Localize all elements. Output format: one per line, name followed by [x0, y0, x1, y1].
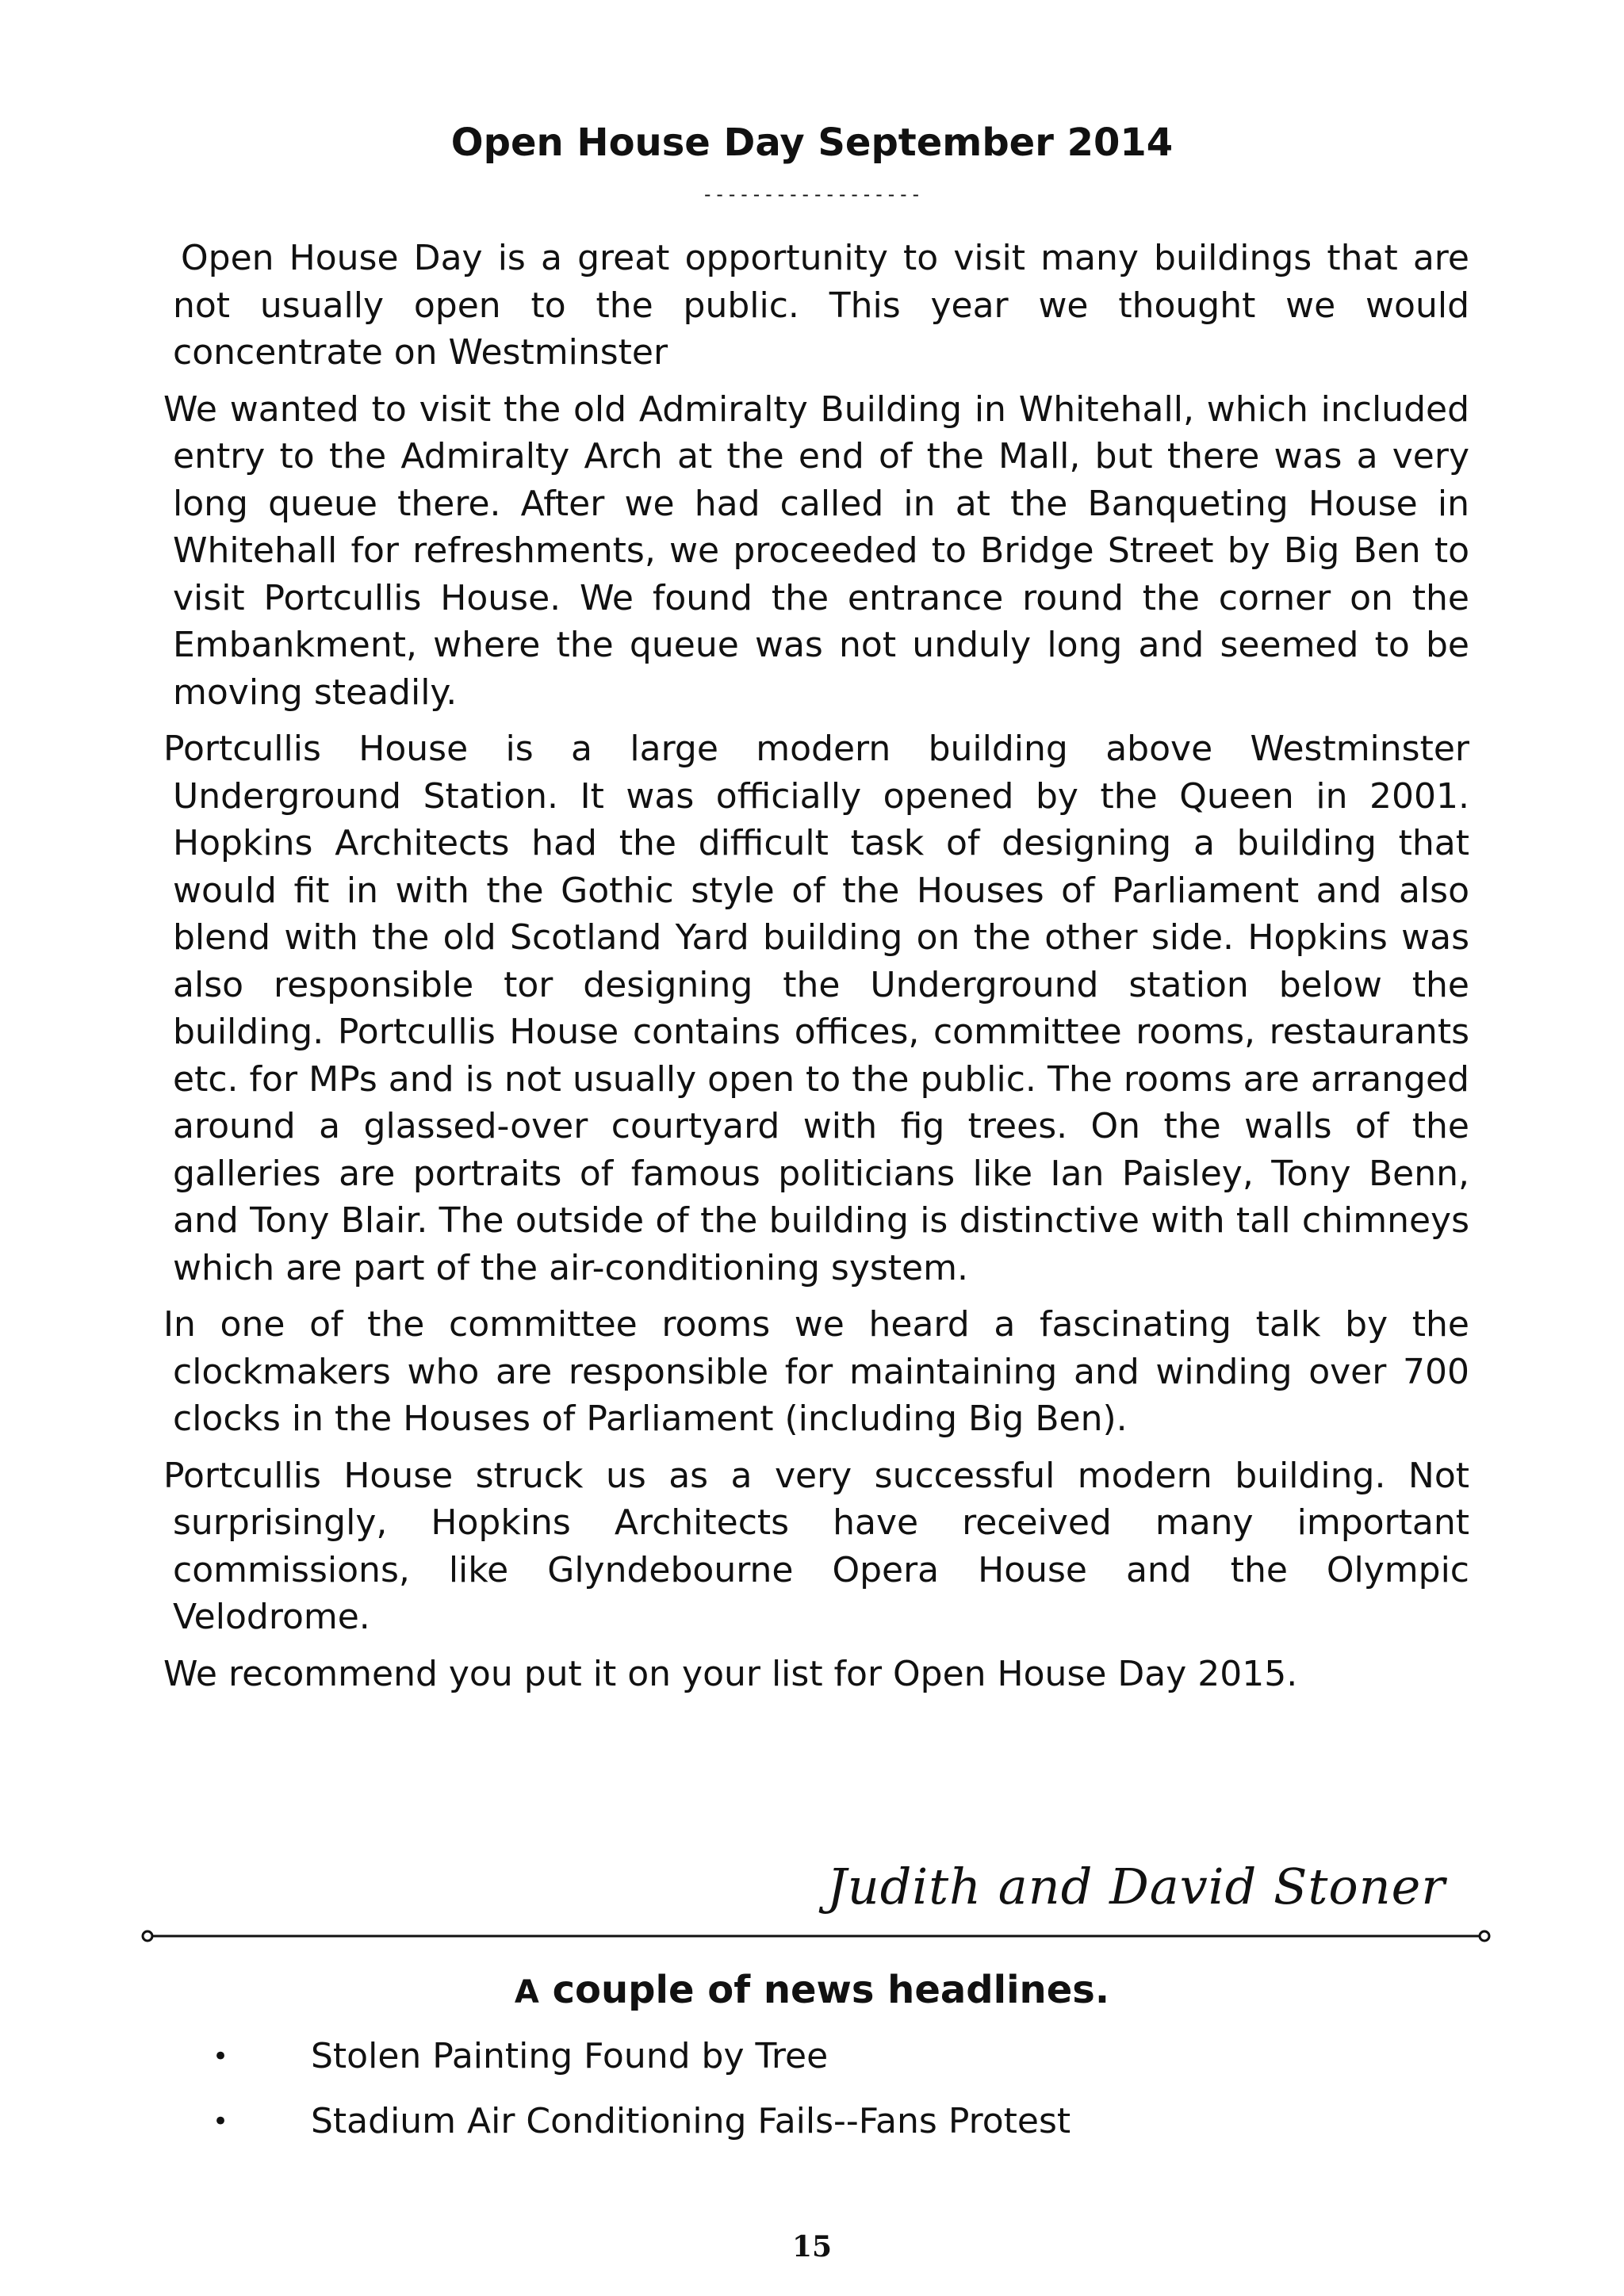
title-separator: ------------------: [701, 183, 923, 205]
author-signature: Judith and David Stoner: [826, 1858, 1446, 1915]
news-title-text: couple of news headlines.: [538, 1968, 1110, 2012]
section-divider: [140, 1928, 1492, 1944]
article-paragraph: In one of the committee rooms we heard a fascinating talk by the clockmakers who are responsible for maintaining and winding over 700 clocks in the Houses of Parliament (including Big Ben).: [163, 1304, 1469, 1439]
article-paragraph: Portcullis House struck us as a very successful modern building. Not surprisingly, Hopkins Architects have received many important commissions, like Glyndebourne Opera House and the Olympic Velodrome.: [163, 1455, 1469, 1637]
news-headline: Stolen Painting Found by Tree: [311, 2036, 829, 2076]
list-item: [0, 2098, 1624, 2163]
article-title: Open House Day September 2014: [450, 121, 1174, 165]
article-paragraph: Open House Day is a great opportunity to visit many buildings that are not usually open to the public. This year we thought we would concentrate on Westminster: [173, 238, 1469, 373]
news-title-prefix: A: [514, 1974, 539, 2011]
news-headline-list: [0, 2033, 1624, 2163]
divider-left-end: [143, 1931, 152, 1941]
news-headline: Stadium Air Conditioning Fails--Fans Protest: [311, 2101, 1071, 2141]
article-body: [149, 235, 1469, 1707]
article-paragraph: We wanted to visit the old Admiralty Building in Whitehall, which included entry to the Admiralty Arch at the end of the Mall, but there was a very long queue there. After we had called in at the Banqueting House in Whitehall for refreshments, we proceeded to Bridge Street by Big Ben to visit Portcullis House. We found the entrance round the corner on the Embankment, where the queue was not unduly long and seemed to be moving steadily.: [163, 388, 1469, 713]
bullet-icon: •: [213, 2106, 229, 2137]
page-number: 15: [791, 2230, 833, 2263]
divider-right-end: [1480, 1931, 1489, 1941]
bullet-icon: •: [213, 2041, 229, 2072]
list-item: [0, 2033, 1624, 2098]
article-paragraph: Portcullis House is a large modern building above Westminster Underground Station. It was officially opened by the Queen in 2001. Hopkins Architects had the difficult task of designing a building that would fit in with the Gothic style of the Houses of Parliament and also blend with the old Scotland Yard building on the other side. Hopkins was also responsible tor designing the Underground station below the building. Portcullis House contains offices, committee rooms, restaurants etc. for MPs and is not usually open to the public. The rooms are arranged around a glassed-over courtyard with fig trees. On the walls of the galleries are portraits of famous politicians like Ian Paisley, Tony Benn, and Tony Blair. The outside of the building is distinctive with tall chimneys which are part of the air-conditioning system.: [163, 729, 1469, 1288]
news-section-title: [0, 1965, 1624, 2018]
article-paragraph: We recommend you put it on your list for Open House Day 2015.: [163, 1653, 1298, 1694]
